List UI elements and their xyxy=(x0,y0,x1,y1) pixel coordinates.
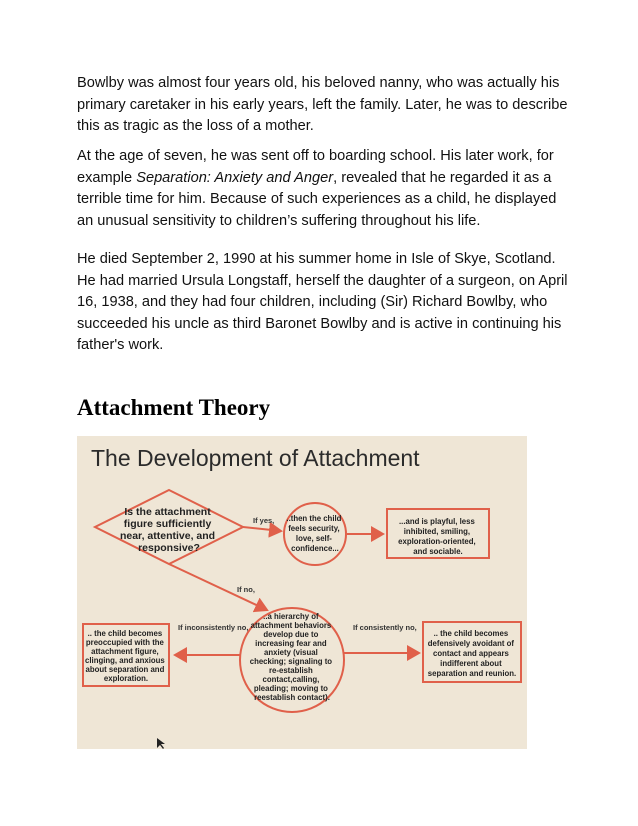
security-text: ..then the child feels security, love, self- confidence... xyxy=(286,514,342,553)
mouse-cursor-icon xyxy=(157,738,165,749)
arrow-yes xyxy=(243,527,281,531)
diagram-title: The Development of Attachment xyxy=(91,445,420,471)
attachment-diagram xyxy=(77,436,527,749)
label-if-yes: If yes, xyxy=(253,516,275,525)
book-title: Separation: Anxiety and Anger xyxy=(136,169,334,186)
label-if-no: If no, xyxy=(237,585,255,594)
section-heading: Attachment Theory xyxy=(77,395,271,420)
paragraph-boarding-text-1: At the age of seven, he was sent off to boarding school. His later work, for example xyxy=(77,148,554,186)
diamond-text: Is the attachment figure sufficiently near, attentive, and responsive? xyxy=(119,506,216,554)
hierarchy-text: ..a hierarchy of attachment behaviors develop due to increasing fear and anxiety (visual checking; signaling to re-establish contact,calling, pleading; moving to reestablish contact). xyxy=(249,612,333,702)
paragraph-death: He died September 2, 1990 at his summer home in Isle of Skye, Scotland. He had married Ursula Longstaff, herself the daughter of a surgeon, on April 16, 1938, and they had four children, including (Sir) Richard Bowlby, who succeeded his uncle as third Baronet Bowlby and is active in continuing his father's work. xyxy=(77,251,568,354)
paragraph-nanny: Bowlby was almost four years old, his beloved nanny, who was actually his primary caretaker in his early years, left the family. Later, he was to describe this as tragic as the loss of a mother. xyxy=(77,75,568,135)
paragraph-boarding-school xyxy=(77,146,573,232)
paragraph-boarding-text-2: , revealed that he regarded it as a terrible time for him. Because of such experiences as a child, he displayed an unusual sensitivity to children’s suffering throughout his life. xyxy=(77,169,557,229)
preoccupied-text: .. the child becomes preoccupied with the attachment figure, clinging, and anxious about separation and exploration. xyxy=(85,629,165,683)
label-if-consistently: If consistently no, xyxy=(353,623,417,632)
avoidant-text: .. the child becomes defensively avoidant of contact and appears indifferent about separation and reunion. xyxy=(427,629,517,678)
playful-text: ...and is playful, less inhibited, smiling, exploration-oriented, and sociable. xyxy=(398,517,476,556)
label-if-inconsistently: If inconsistently no, xyxy=(178,623,249,632)
